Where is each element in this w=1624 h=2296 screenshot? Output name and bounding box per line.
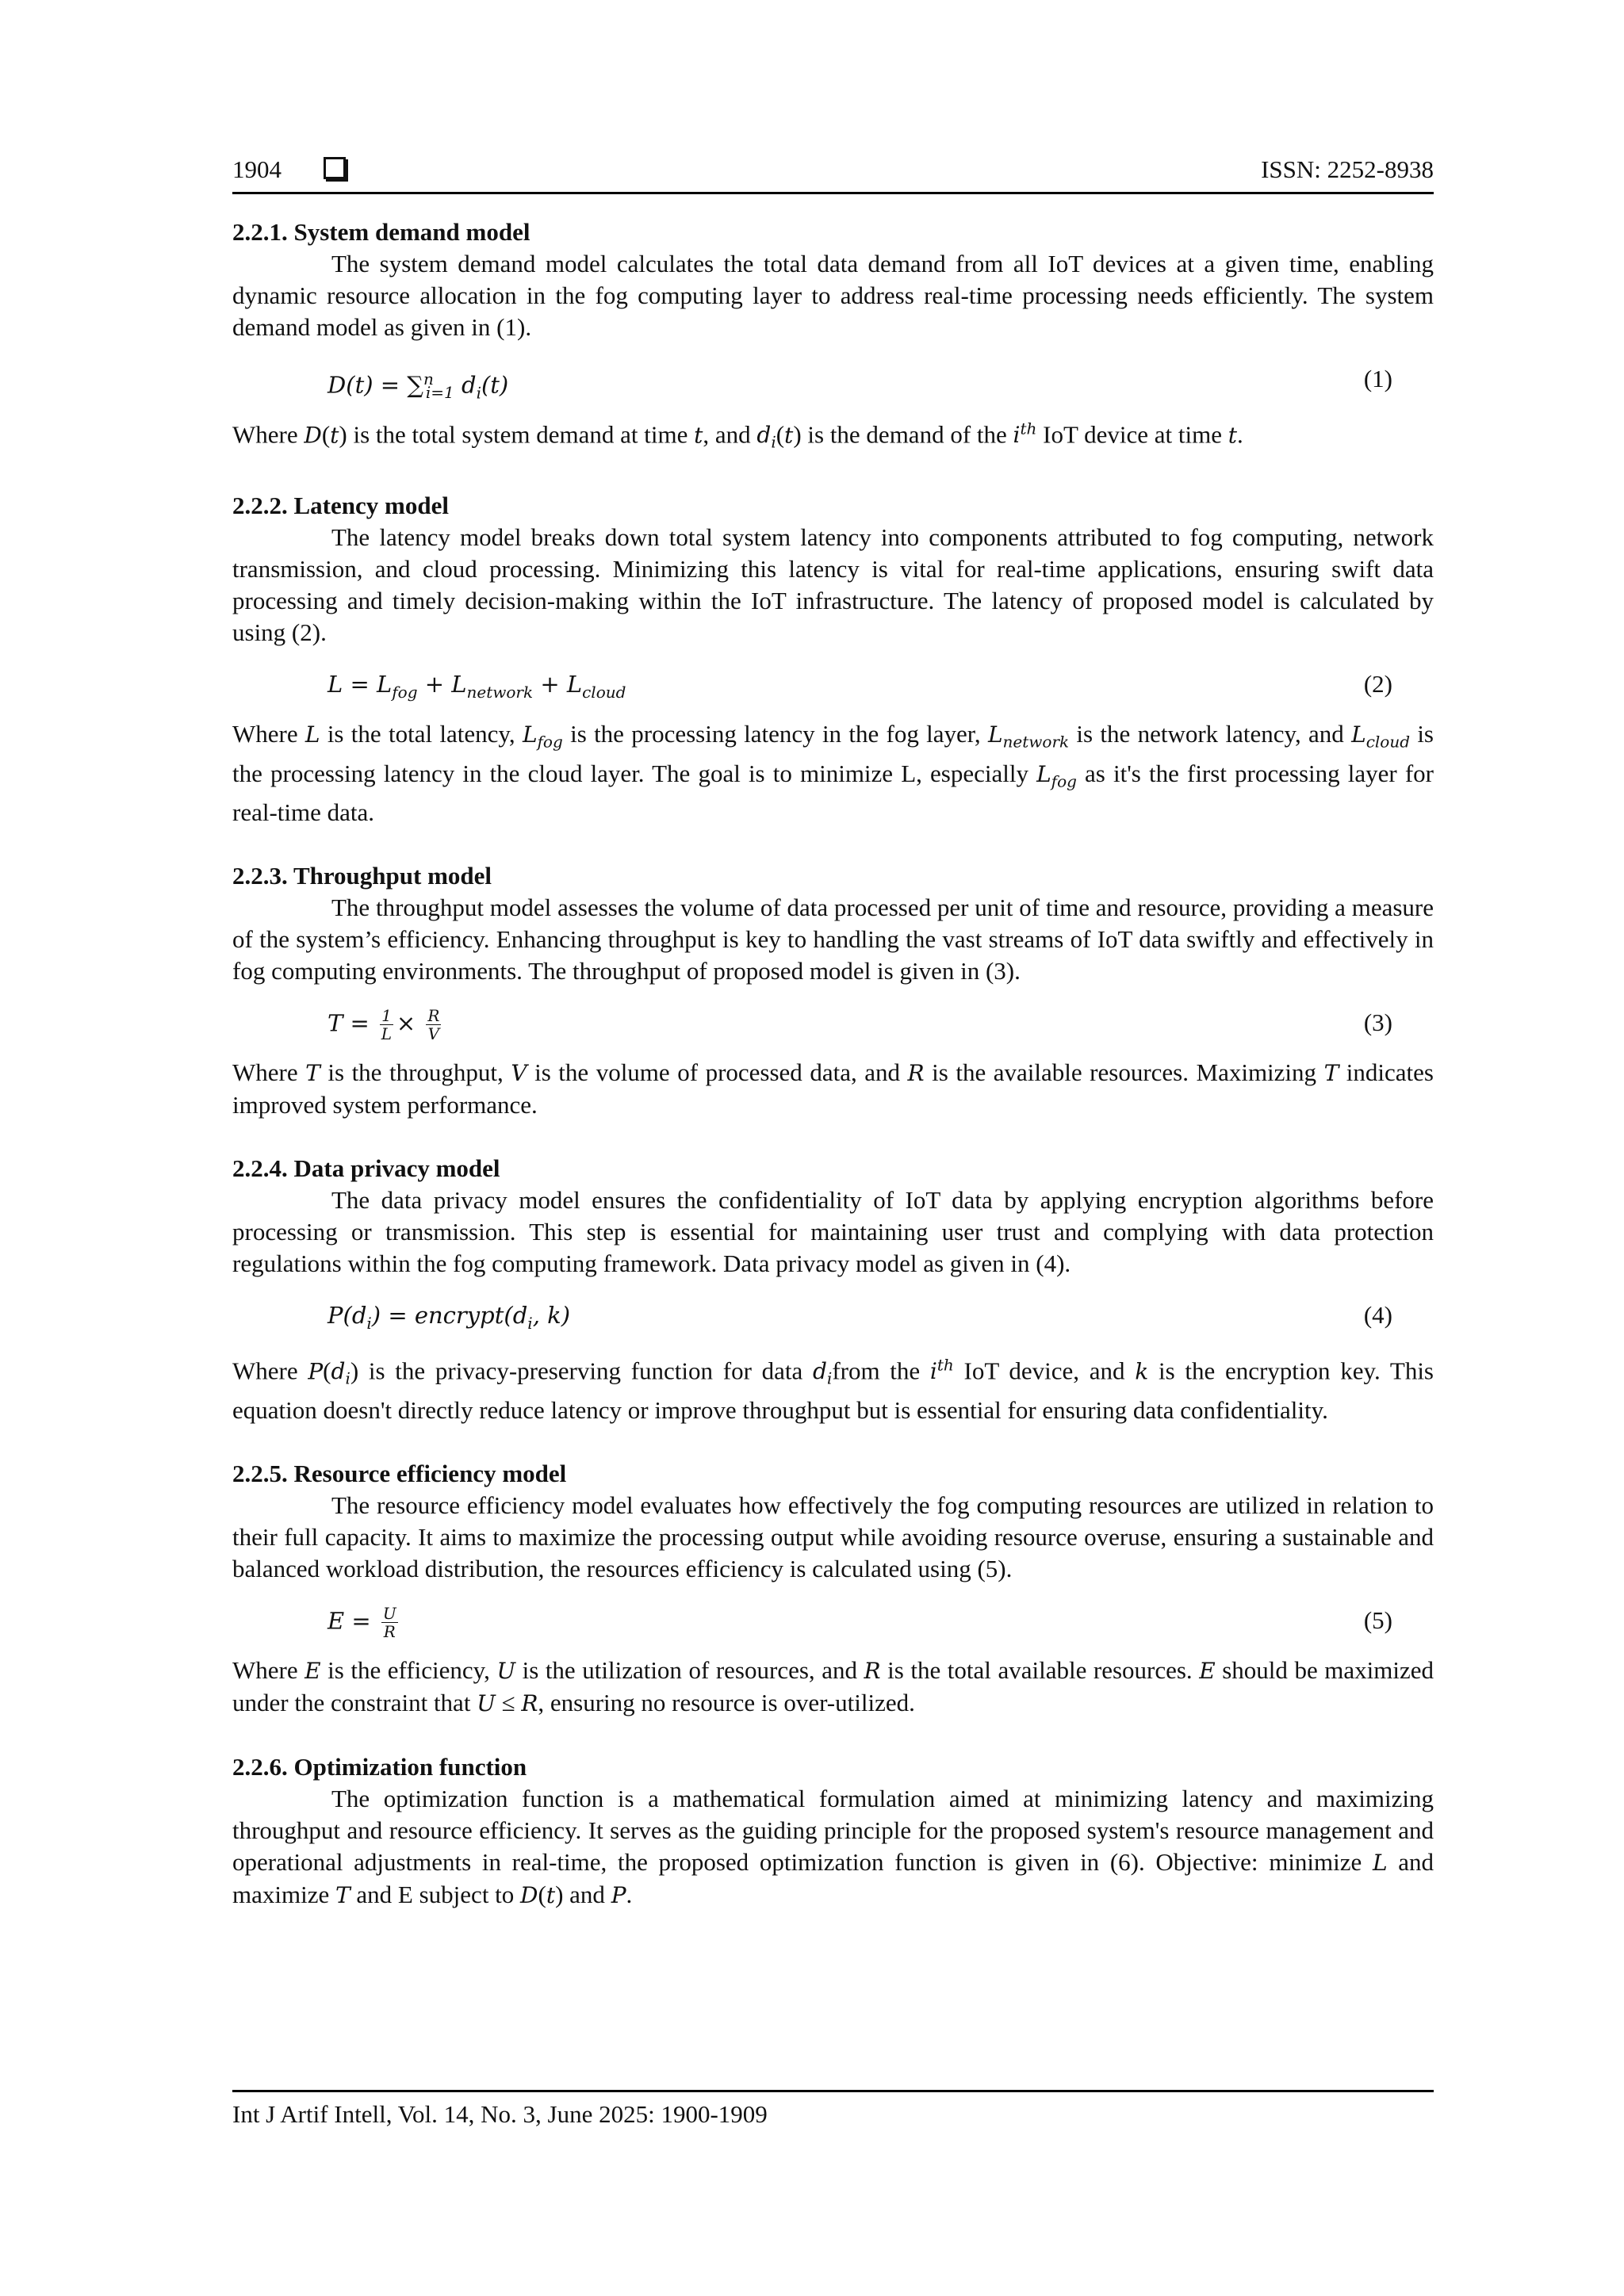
section-heading: 2.2.1. System demand model xyxy=(232,218,530,246)
issn-label: ISSN: 2252-8938 xyxy=(1261,155,1434,183)
section-resource-efficiency xyxy=(232,1458,1434,1720)
section-heading: 2.2.3. Throughput model xyxy=(232,862,492,890)
equation-explanation: Where E is the efficiency, U is the utilization of resources, and R is the total available resources. E should be maximized under the constraint that U ≤ R, ensuring no resource is over-utilized. xyxy=(232,1656,1434,1717)
equation-2 xyxy=(232,668,1434,700)
equation-3 xyxy=(232,1006,1434,1044)
page-header xyxy=(232,155,1434,194)
equation-explanation: Where D(t) is the total system demand at time t, and $d_i(t)$ is the demand of the $i^{th}$ IoT device at time t. xyxy=(232,419,1243,452)
equation-explanation: Where T is the throughput, V is the volume of processed data, and R is the available resources. Maximizing T indicates improved system performance. xyxy=(232,1058,1434,1119)
section-throughput xyxy=(232,860,1434,1121)
equation-body: T = $\frac{1}{L}$ × $\frac{R}{V}$ xyxy=(327,1006,440,1044)
section-paragraph: The system demand model calculates the total data demand from all IoT devices at a given time, enabling dynamic resource allocation in the fog computing layer to address real-time processing needs efficiently. The system demand model as given in (1). xyxy=(232,250,1434,341)
section-heading: 2.2.4. Data privacy model xyxy=(232,1154,500,1183)
journal-citation: Int J Artif Intell, Vol. 14, No. 3, June 2025: 1900-1909 xyxy=(232,2100,768,2128)
equation-number: (3) xyxy=(1363,1008,1392,1037)
section-data-privacy xyxy=(232,1153,1434,1426)
equation-body: $P(d_i)$ = $encrypt(d_i$, k) xyxy=(327,1302,571,1333)
equation-body: E = $\frac{U}{R}$ xyxy=(327,1604,396,1642)
equation-body: $L = L_{fog} + L_{network} + L_{cloud}$ xyxy=(327,670,626,702)
equation-explanation: Where L is the total latency, $L_{fog}$ is the processing latency in the fog layer, $L_{network}$ is the network latency, and $L_{cloud}$ is the processing latency in the cloud layer. The goal is to minimize L, especially $L_{fog}$ as it's the first processing layer for real-time data. xyxy=(232,719,1434,827)
section-paragraph: The optimization function is a mathematical formulation aimed at minimizing latency and maximizing throughput and resource efficiency. It serves as the guiding principle for the proposed system's resource management and operational adjustments in real-time, the proposed optimization function is given in (6). Objective: minimize L and maximize T and E subject to D(t) and P. xyxy=(232,1785,1434,1909)
equation-5 xyxy=(232,1604,1434,1642)
section-paragraph: The latency model breaks down total system latency into components attributed to fog computing, network transmission, and cloud processing. Minimizing this latency is vital for real-time applications, ensuring swift data processing and timely decision-making within the IoT infrastructure. The latency of proposed model is calculated by using (2). xyxy=(232,522,1434,646)
equation-explanation: Where $P(d_i)$ is the privacy-preserving function for data $d_ifrom$ the $i^{th}$ IoT device, and k is the encryption key. This equation doesn't directly reduce latency or improve throughput but is essential for ensuring data confidentiality. xyxy=(232,1356,1434,1425)
equation-1 xyxy=(232,363,1434,403)
page-footer xyxy=(232,2090,1434,2129)
section-optimization xyxy=(232,1751,1434,1911)
section-system-demand xyxy=(232,216,1434,458)
section-paragraph: The resource efficiency model evaluates how effectively the fog computing resources are utilized in relation to their full capacity. It aims to maximize the processing output while avoiding resource overuse, ensuring a sustainable and balanced workload distribution, the resources efficiency is calculated using (5). xyxy=(232,1491,1434,1583)
equation-number: (5) xyxy=(1363,1606,1392,1635)
section-paragraph: The data privacy model ensures the confidentiality of IoT data by applying encryption algorithms before processing or transmission. This step is essential for maintaining user trust and complying with data protection regulations within the fog computing framework. Data privacy model as given in (4). xyxy=(232,1186,1434,1278)
equation-4 xyxy=(232,1299,1434,1331)
equation-number: (4) xyxy=(1363,1301,1392,1330)
section-paragraph: The throughput model assesses the volume of data processed per unit of time and resource, providing a measure of the system’s efficiency. Enhancing throughput is key to handling the vast streams of IoT data swiftly and effectively in fog computing environments. The throughput of proposed model is given in (3). xyxy=(232,894,1434,985)
section-heading: 2.2.5. Resource efficiency model xyxy=(232,1460,567,1488)
section-heading: 2.2.6. Optimization function xyxy=(232,1753,527,1781)
section-latency xyxy=(232,490,1434,828)
equation-number: (2) xyxy=(1363,669,1392,698)
equation-body: D(t) = ∑$^n_{i=1}$ $d_i(t)$ xyxy=(327,369,509,403)
section-heading: 2.2.2. Latency model xyxy=(232,491,449,519)
square-bullet-icon xyxy=(324,157,346,179)
page-number: 1904 xyxy=(232,155,282,183)
equation-number: (1) xyxy=(1363,365,1392,392)
section-text: The optimization function is a mathematical formulation aimed at minimizing latency and maximizing throughput and resource efficiency. It serves as the guiding principle for the proposed system's resource management and operational adjustments in real-time, the proposed optimization function is given in (6). Objective: minimize xyxy=(232,1785,1434,1877)
article-body xyxy=(232,216,1434,1943)
